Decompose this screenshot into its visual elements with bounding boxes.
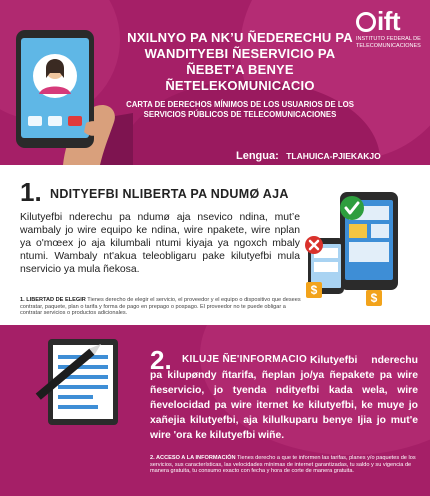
section-body: Kilutyefbi nderechu pa kilupøndy ñtarifa, ñeplan jo/ya ñepakete pa wire ñeservicio, jo tyenda ndityefbi kada wela, wire ñevelocidad pa wire iternet ke kilutyefbi, ke muye jo xañejia kilutyefbi, aja kilulkuparu benye Ijia jo mut'e wire 'ora ke kilutyefbi wiñe.	[150, 355, 418, 441]
section-note-heading: 2. ACCESO A LA INFORMACIÓN	[150, 455, 236, 461]
section-note	[20, 297, 305, 317]
page-subtitle: CARTA DE DERECHOS MÍNIMOS DE LOS USUARIOS DE LOS SERVICIOS PÚBLICOS DE TELECOMUNICACIONES	[126, 100, 354, 119]
language-value: TLAHUICA-PJIEKAKJO	[286, 151, 381, 161]
section-note-heading: 1. LIBERTAD DE ELEGIR	[20, 297, 86, 303]
svg-text:$: $	[370, 291, 378, 305]
language-indicator	[236, 146, 381, 164]
section-title: NDITYEFBI NLIBERTA PA NDUMØ AJA	[50, 187, 289, 201]
svg-text:$: $	[310, 283, 318, 297]
section-access-to-information	[0, 325, 430, 496]
section-note-text: Tienes derecho a que te informen las tarifas, planes y/o paquetes de los servicios, sus características, las velocidades mínimas de internet garantizadas, tu saldo y su vigencia de manera gratuita, tu consumo exacto con fecha y hora de corte de manera gratuita.	[150, 455, 416, 475]
section-body: Kilutyefbi nderechu pa ndumø aja nsevico ndina, mut’e wambaly jo wire equipo ke ndina, wire npakete, wire nplan ya o'mœex jo aja kilumbali ntumi kiyaja ya ngoxch mbaly ntumi. Wambaly nt'akua teleobligaru pake kilutyefbi mula nservicio ya mula ñekosa.	[20, 212, 300, 275]
section-number: 1.	[20, 177, 42, 207]
page-title: NXILNYO PA NK’U ÑEDERECHU PA WANDITYEBI ÑESERVICIO PA ÑEBET’A BENYE ÑETELEKOMUNICACIO	[127, 30, 353, 93]
ift-logo-circle-icon	[356, 12, 376, 32]
check-icon	[340, 196, 364, 220]
language-label: Lengua:	[236, 150, 279, 162]
title-block	[125, 30, 355, 119]
section-note	[150, 455, 420, 475]
section-title: KILUJE ÑE'INFORMACIO	[182, 354, 308, 365]
hand-phone-illustration	[8, 18, 133, 165]
header-banner	[0, 0, 430, 165]
ift-logo-mark: ift	[356, 8, 426, 34]
document-pen-icon	[28, 333, 133, 428]
ift-logo	[356, 8, 426, 49]
ift-logo-subtitle: INSTITUTO FEDERAL DE TELECOMUNICACIONES	[356, 36, 421, 49]
phones-choice-illustration	[300, 190, 415, 310]
section-number: 2.	[150, 345, 172, 375]
section-note-text: Tienes derecho de elegir el servicio, el proveedor y el equipo o dispositivo que desees contratar, paquete, plan o tarifa y forma de pago en prepago o pospago. El proveedor no te puede obligar a contratar servicios o productos adicionales.	[20, 297, 301, 317]
